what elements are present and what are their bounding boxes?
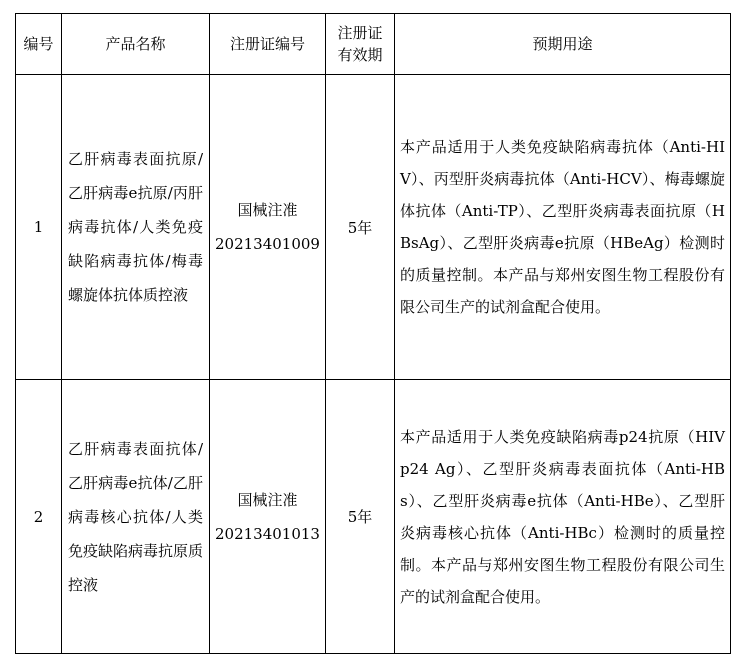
reg-no-line2: 20213401009 [215,235,320,253]
cell-reg-no [210,75,326,380]
reg-no-line1: 国械注准 [237,201,298,219]
cell-no: 1 [16,75,62,380]
header-product-name: 产品名称 [62,14,210,75]
cell-intended-use [395,380,731,654]
header-validity-line1: 注册证 [337,24,383,42]
cell-reg-no [210,380,326,654]
cell-validity: 5年 [326,380,395,654]
cell-product-name [62,75,210,380]
cell-no: 2 [16,380,62,654]
reg-no-line1: 国械注准 [237,490,298,509]
product-name-text: 乙肝病毒表面抗体/乙肝病毒e抗体/乙肝病毒核心抗体/人类免疫缺陷病毒抗原质控液 [68,439,204,594]
cell-product-name [62,380,210,654]
header-row [16,14,731,75]
table-row [16,380,731,654]
header-no: 编号 [16,14,62,75]
header-validity [326,14,395,75]
table-row [16,75,731,380]
intended-use-text: 本产品适用于人类免疫缺陷病毒抗体（Anti-HIV）、丙型肝炎病毒抗体（Anti-HCV）、梅毒螺旋体抗体（Anti-TP）、乙型肝炎病毒表面抗原（HBsAg）、乙型肝炎病毒e抗原（HBeAg）检测时的质量控制。本产品与郑州安图生物工程股份有限公司生产的试剂盒配合使用。 [400,138,725,316]
header-reg-no: 注册证编号 [210,14,326,75]
product-name-text: 乙肝病毒表面抗原/乙肝病毒e抗原/丙肝病毒抗体/人类免疫缺陷病毒抗体/梅毒螺旋体抗体质控液 [68,150,203,304]
header-intended-use: 预期用途 [395,14,731,75]
cell-intended-use [395,75,731,380]
reg-no-line2: 20213401013 [215,524,320,543]
intended-use-text: 本产品适用于人类免疫缺陷病毒p24抗原（HIV p24 Ag）、乙型肝炎病毒表面抗体（Anti-HBs）、乙型肝炎病毒e抗体（Anti-HBe）、乙型肝炎病毒核心抗体（Anti-HBc）检测时的质量控制。本产品与郑州安图生物工程股份有限公司生产的试剂盒配合使用。 [400,427,725,606]
registration-table [15,13,731,654]
cell-validity: 5年 [326,75,395,380]
header-validity-line2: 有效期 [337,46,383,64]
